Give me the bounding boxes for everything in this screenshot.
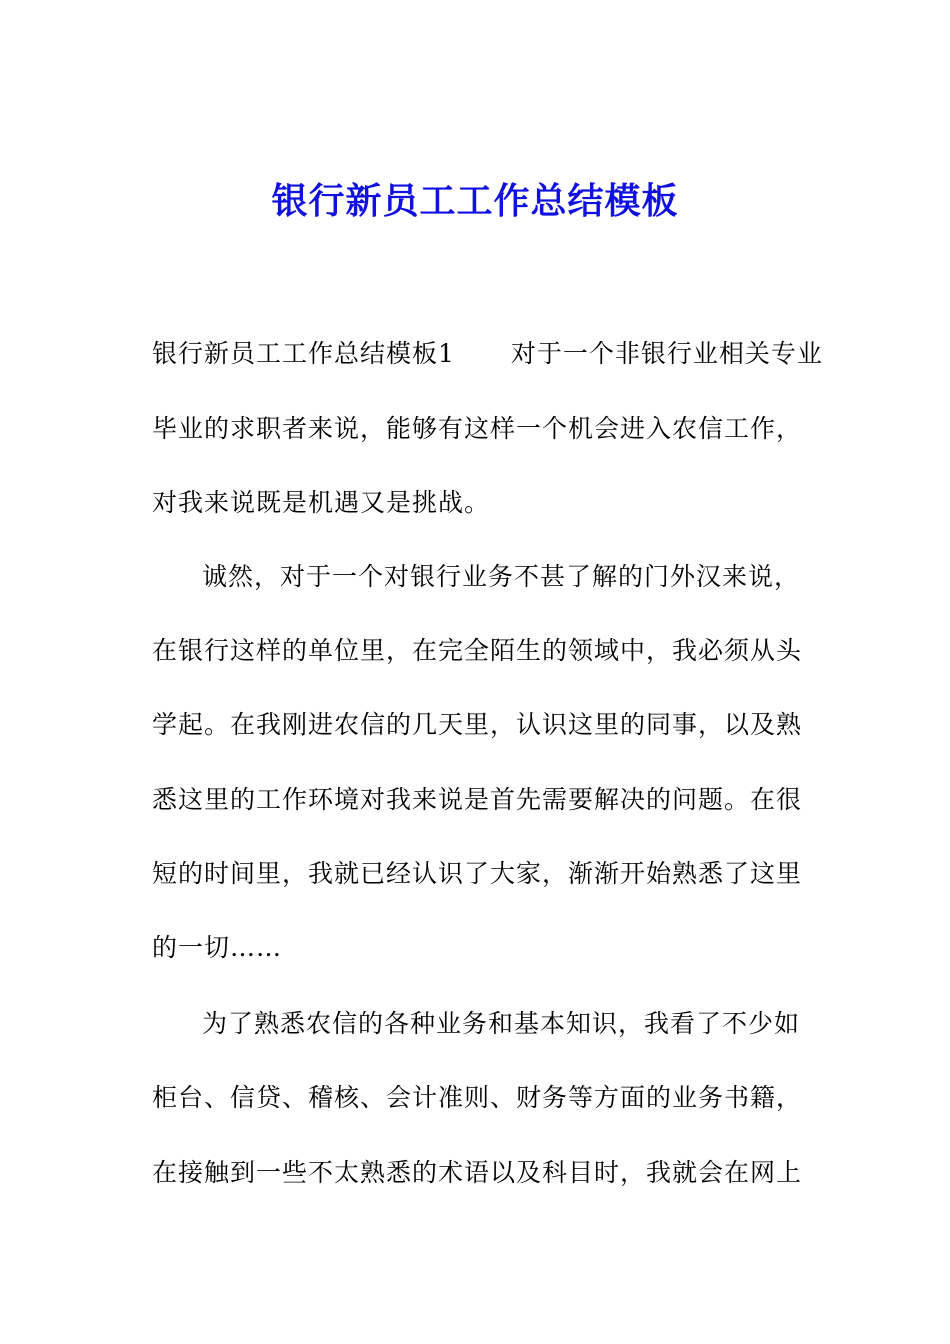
text-line-4: 诚然，对于一个对银行业务不甚了解的门外汉来说， [202, 562, 801, 591]
text-line-6: 学起。在我刚进农信的几天里，认识这里的同事，以及熟 [152, 710, 803, 739]
text-line-2: 毕业的求职者来说，能够有这样一个机会进入农信工作， [152, 414, 803, 443]
text-line-5: 在银行这样的单位里，在完全陌生的领域中，我必须从头 [152, 636, 803, 665]
text-line-12: 在接触到一些不太熟悉的术语以及科目时，我就会在网上 [152, 1158, 803, 1187]
document-title: 银行新员工工作总结模板 [271, 181, 679, 222]
text-line-10: 为了熟悉农信的各种业务和基本知识，我看了不少如 [202, 1009, 801, 1038]
section-heading: 银行新员工工作总结模板1 [152, 339, 455, 368]
text-line-1 [152, 336, 832, 372]
text-line-3: 对我来说既是机遇又是挑战。 [152, 488, 491, 517]
text-line-8: 短的时间里，我就已经认识了大家，渐渐开始熟悉了这里 [152, 859, 803, 888]
text-line-11: 柜台、信贷、稽核、会计准则、财务等方面的业务书籍， [152, 1083, 803, 1112]
text-line-9: 的一切…… [152, 933, 283, 962]
text-line-7: 悉这里的工作环境对我来说是首先需要解决的问题。在很 [152, 785, 803, 814]
paragraph-1-start: 对于一个非银行业相关专业 [510, 339, 823, 368]
